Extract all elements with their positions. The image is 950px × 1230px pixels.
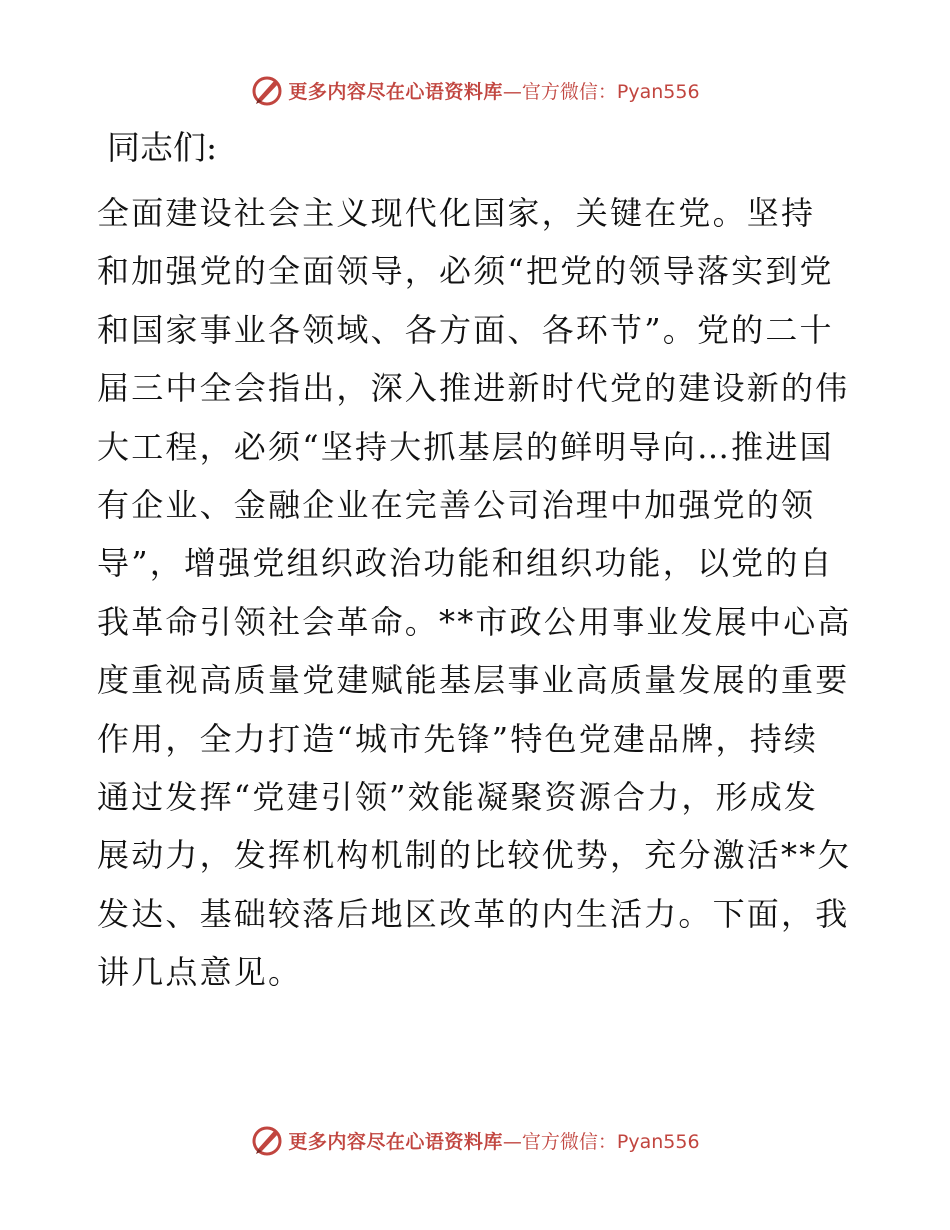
- watermark-banner-bottom: [0, 1122, 950, 1158]
- paragraph-line: 作用，全力打造“城市先锋”特色党建品牌，持续: [97, 719, 819, 758]
- paragraph-line: 有企业、金融企业在完善公司治理中加强党的领: [97, 486, 816, 525]
- paragraph-line: 导”，增强党组织政治功能和组织功能，以党的自: [97, 544, 834, 583]
- paragraph-line: 和加强党的全面领导，必须“把党的领导落实到党: [97, 252, 834, 291]
- paragraph-line: 展动力，发挥机构机制的比较优势，充分激活**欠: [97, 836, 852, 875]
- paragraph-line: 大工程，必须“坚持大抓基层的鲜明导向…推进国: [97, 427, 834, 466]
- body-paragraph: [97, 184, 857, 1002]
- paragraph-line: 全面建设社会主义现代化国家，关键在党。坚持: [97, 194, 816, 232]
- watermark-brand-text: 更多内容尽在心语资料库: [288, 80, 503, 103]
- document-body: [97, 124, 857, 1002]
- pen-circle-logo-icon: [250, 73, 284, 107]
- greeting-heading: 同志们:: [107, 128, 218, 167]
- watermark-contact-text: —官方微信：Pyan556: [502, 1130, 700, 1153]
- paragraph-line: 通过发挥“党建引领”效能凝聚资源合力，形成发: [97, 778, 819, 817]
- paragraph-line: 发达、基础较落后地区改革的内生活力。下面，我: [97, 894, 850, 933]
- paragraph-line: 我革命引领社会革命。**市政公用事业发展中心高: [97, 602, 852, 641]
- paragraph-line: 讲几点意见。: [97, 953, 303, 992]
- watermark-banner-top: [0, 72, 950, 108]
- watermark-contact-text: —官方微信：Pyan556: [502, 80, 700, 103]
- paragraph-line: 和国家事业各领域、各方面、各环节”。党的二十: [97, 310, 834, 349]
- pen-circle-logo-icon: [250, 1123, 284, 1157]
- watermark-brand-text: 更多内容尽在心语资料库: [288, 1130, 503, 1153]
- paragraph-line: 届三中全会指出，深入推进新时代党的建设新的伟: [97, 369, 850, 408]
- paragraph-line: 度重视高质量党建赋能基层事业高质量发展的重要: [97, 661, 850, 700]
